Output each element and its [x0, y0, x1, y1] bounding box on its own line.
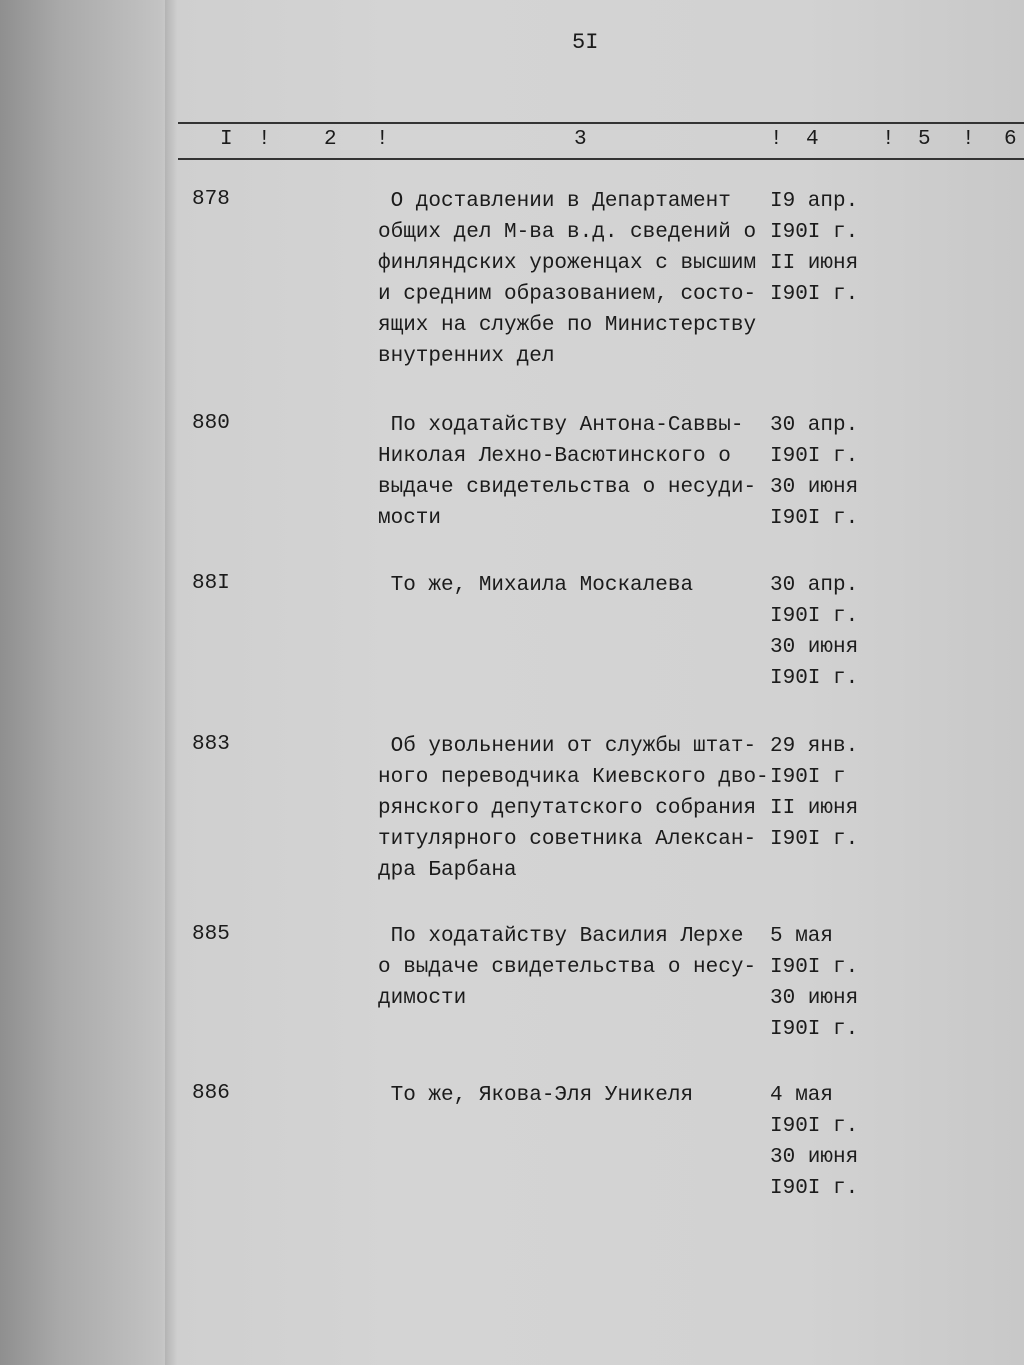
header-sep: ! [376, 128, 389, 151]
header-col-1: I [220, 128, 233, 151]
entry-number: 883 [192, 733, 230, 756]
entry-number: 88I [192, 572, 230, 595]
header-col-6: 6 [1004, 128, 1017, 151]
header-col-5: 5 [918, 128, 931, 151]
header-col-4: 4 [806, 128, 819, 151]
page-fold [165, 0, 177, 1365]
entry-dates: I9 апр. I90I г. II июня I90I г. [770, 190, 859, 306]
header-sep: ! [962, 128, 975, 151]
entry-dates: 30 апр. I90I г. 30 июня I90I г. [770, 574, 859, 690]
header-sep: ! [882, 128, 895, 151]
entry-text: По ходатайству Василия Лерхе о выдаче свидетельства о несу- димости [378, 925, 757, 1010]
entry-number: 885 [192, 923, 230, 946]
header-bottom-rule [178, 158, 1024, 160]
header-top-rule [178, 122, 1024, 124]
entry-text: По ходатайству Антона-Саввы- Николая Лехно-Васютинского о выдаче свидетельства о несуди- мости [378, 414, 757, 530]
entry-dates: 5 мая I90I г. 30 июня I90I г. [770, 925, 859, 1041]
entry-dates: 30 апр. I90I г. 30 июня I90I г. [770, 414, 859, 530]
entry-dates: 29 янв. I90I г II июня I90I г. [770, 735, 859, 851]
header-col-2: 2 [324, 128, 337, 151]
entry-text: То же, Михаила Москалева [378, 574, 694, 597]
entry-text: То же, Якова-Эля Уникеля [378, 1084, 694, 1107]
entry-text: О доставлении в Департамент общих дел М-ва в.д. сведений о финляндских уроженцах с высшим и средним образованием, состо- ящих на службе по Министерству внутренних дел [378, 190, 757, 368]
entry-text: Об увольнении от службы штат- ного переводчика Киевского дво- рянского депутатского собрания титулярного советника Алексан- дра Барбана [378, 735, 769, 882]
header-col-3: 3 [574, 128, 587, 151]
entry-dates: 4 мая I90I г. 30 июня I90I г. [770, 1084, 859, 1200]
entry-number: 878 [192, 188, 230, 211]
page-number: 5I [572, 30, 599, 55]
entry-number: 880 [192, 412, 230, 435]
entry-number: 886 [192, 1082, 230, 1105]
header-sep: ! [770, 128, 783, 151]
header-sep: ! [258, 128, 271, 151]
